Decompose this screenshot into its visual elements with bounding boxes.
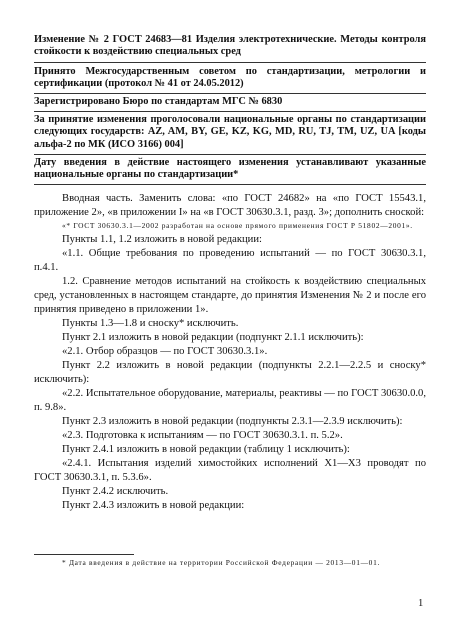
paragraph: Пункты 1.3—1.8 и сноску* исключить.: [62, 317, 239, 329]
footnote-rule: [34, 554, 134, 555]
paragraph: «2.1. Отбор образцов — по ГОСТ 30630.3.1».: [62, 345, 268, 357]
effective-date-info: Дату введения в действие настоящего изменения устанавливают указанные национальные органы по стандартизации*: [34, 157, 426, 181]
paragraph: Пункт 2.4.1 изложить в новой редакции (таблицу 1 исключить):: [62, 443, 350, 455]
paragraph: «2.4.1. Испытания изделий химостойких исполнений X1—X3 проводят по ГОСТ 30630.3.1, п. 5.3.6».: [34, 457, 426, 483]
divider: [34, 111, 426, 112]
paragraph: Вводная часть. Заменить слова: «по ГОСТ 24682» на «по ГОСТ 15543.1, приложение 2», «в приложении I» на «в ГОСТ 30630.3.1, разд. 3»; дополнить сноской:: [34, 193, 426, 218]
page-number: 1: [418, 598, 424, 609]
paragraph: «1.1. Общие требования по проведению испытаний — по ГОСТ 30630.3.1, п.4.1.: [34, 247, 426, 273]
paragraph: Пункт 2.1 изложить в новой редакции (подпункт 2.1.1 исключить):: [62, 331, 364, 343]
divider: [34, 62, 426, 63]
paragraph: Пункт 2.2 изложить в новой редакции (подпункты 2.2.1—2.2.5 и сноску* исключить):: [34, 359, 426, 385]
paragraph: 1.2. Сравнение методов испытаний на стойкость к воздействию специальных сред, установленных в настоящем стандарте, до принятия Изменения № 2 и после его принятия приведено в приложении 1».: [34, 275, 426, 315]
divider: [34, 154, 426, 155]
paragraph: Пункты 1.1, 1.2 изложить в новой редакции:: [62, 233, 262, 245]
footnote: * Дата введения в действие на территории Российской Федерации — 2013—01—01.: [62, 558, 381, 567]
divider: [34, 184, 426, 185]
paragraph: «2.2. Испытательное оборудование, материалы, реактивы — по ГОСТ 30630.0.0, п. 9.8».: [34, 387, 426, 413]
divider: [34, 93, 426, 94]
paragraph: Пункт 2.4.3 изложить в новой редакции:: [62, 499, 245, 511]
voting-info: За принятие изменения проголосовали национальные органы по стандартизации следующих государств: AZ, AM, BY, GE, KZ, KG, MD, RU, TJ, TM, UZ, UA [коды альфа-2 по МК (ИСО 3166) 004]: [34, 114, 426, 150]
amendment-body: [34, 192, 426, 513]
inline-footnote: «* ГОСТ 30630.3.1—2002 разработан на основе прямого применения ГОСТ Р 51802—2001».: [62, 221, 413, 230]
amendment-title: Изменение № 2 ГОСТ 24683—81 Изделия электротехнические. Методы контроля стойкости к воздействию специальных сред: [34, 34, 426, 58]
paragraph: «2.3. Подготовка к испытаниям — по ГОСТ 30630.3.1. п. 5.2».: [62, 429, 343, 441]
registration-info: Зарегистрировано Бюро по стандартам МГС № 6830: [34, 96, 283, 107]
paragraph: Пункт 2.3 изложить в новой редакции (подпункты 2.3.1—2.3.9 исключить):: [62, 415, 403, 427]
paragraph: Пункт 2.4.2 исключить.: [62, 485, 169, 497]
adoption-info: Принято Межгосударственным советом по стандартизации, метрологии и сертификации (протокол № 41 от 24.05.2012): [34, 66, 426, 90]
